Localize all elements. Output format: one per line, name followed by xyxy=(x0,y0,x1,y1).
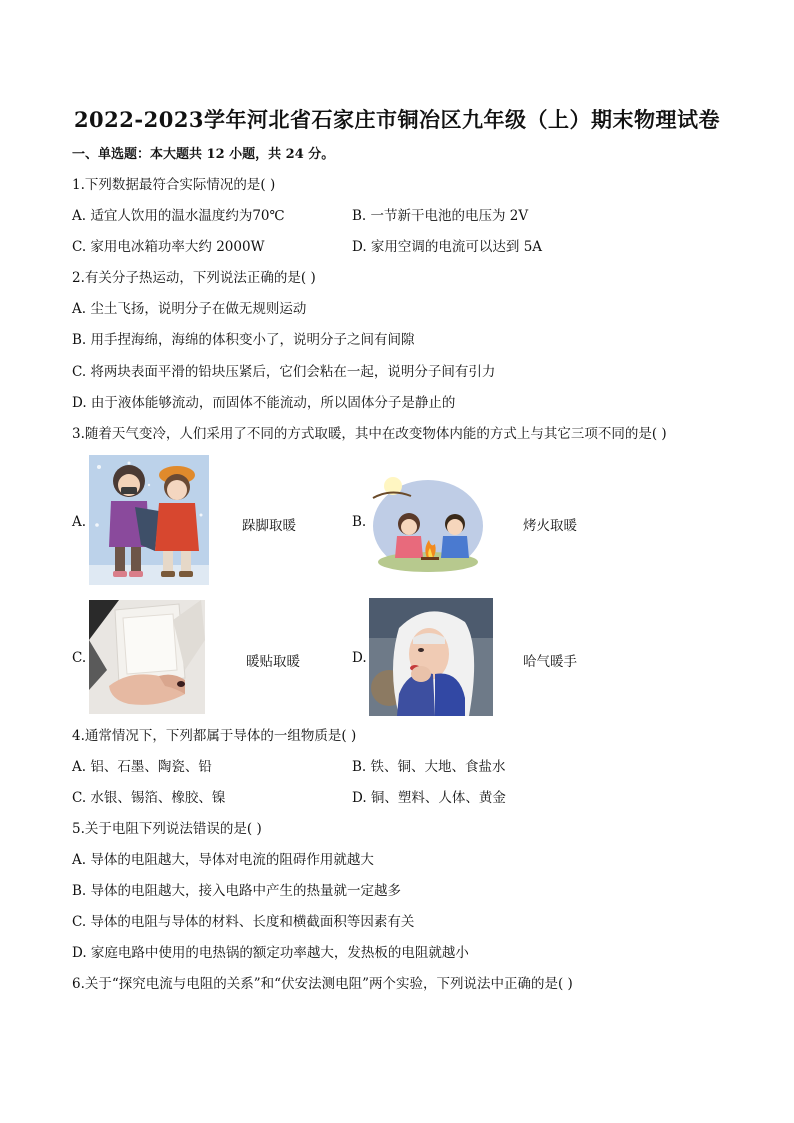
question-6-stem: 6.关于“探究电流与电阻的关系”和“伏安法测电阻”两个实验，下列说法中正确的是( ) xyxy=(72,976,573,992)
question-3-stem: 3.随着天气变冷，人们采用了不同的方式取暖，其中在改变物体内能的方式上与其它三项不同的是( ) xyxy=(72,426,667,442)
breath-hands-image xyxy=(369,598,493,716)
question-2-stem: 2.有关分子热运动，下列说法正确的是( ) xyxy=(72,270,316,286)
question-3-option-c-caption: 暖贴取暖 xyxy=(246,654,300,670)
stomping-kids-image xyxy=(89,455,209,585)
question-5-option-b[interactable]: B. 导体的电阻越大，接入电路中产生的热量就一定越多 xyxy=(72,883,402,899)
question-5-option-c[interactable]: C. 导体的电阻与导体的材料、长度和横截面积等因素有关 xyxy=(72,914,415,930)
question-2-option-d[interactable]: D. 由于液体能够流动，而固体不能流动，所以固体分子是静止的 xyxy=(72,395,456,411)
question-1-option-c[interactable]: C. 家用电冰箱功率大约 2000W xyxy=(72,239,265,255)
question-4-option-c[interactable]: C. 水银、锡箔、橡胶、镍 xyxy=(72,790,226,806)
question-4-option-d[interactable]: D. 铜、塑料、人体、黄金 xyxy=(352,790,506,806)
heat-pad-image xyxy=(89,600,205,714)
question-5-option-a[interactable]: A. 导体的电阻越大，导体对电流的阻碍作用就越大 xyxy=(72,852,374,868)
question-3-option-b-caption: 烤火取暖 xyxy=(523,518,577,534)
question-3-option-b-letter[interactable]: B. xyxy=(352,514,367,530)
question-3-option-d-caption: 哈气暖手 xyxy=(523,654,577,670)
page-title: 2022-2023学年河北省石家庄市铜冶区九年级（上）期末物理试卷 xyxy=(73,107,721,132)
question-1-stem: 1.下列数据最符合实际情况的是( ) xyxy=(72,177,276,193)
question-2-option-a[interactable]: A. 尘土飞扬，说明分子在做无规则运动 xyxy=(72,301,307,317)
question-2-option-c[interactable]: C. 将两块表面平滑的铅块压紧后，它们会粘在一起，说明分子间有引力 xyxy=(72,364,496,380)
section-heading: 一、单选题：本大题共 12 小题，共 24 分。 xyxy=(72,147,335,162)
question-1-option-a[interactable]: A. 适宜人饮用的温水温度约为70℃ xyxy=(72,208,285,224)
question-2-option-b[interactable]: B. 用手捏海绵，海绵的体积变小了，说明分子之间有间隙 xyxy=(72,332,415,348)
campfire-kids-image xyxy=(371,468,485,574)
question-3-option-d-letter[interactable]: D. xyxy=(352,650,367,666)
question-4-option-b[interactable]: B. 铁、铜、大地、食盐水 xyxy=(352,759,506,775)
question-3-option-c-letter[interactable]: C. xyxy=(72,650,87,666)
question-1-option-b[interactable]: B. 一节新干电池的电压为 2V xyxy=(352,208,529,224)
question-1-option-d[interactable]: D. 家用空调的电流可以达到 5A xyxy=(352,239,543,255)
question-5-stem: 5.关于电阻下列说法错误的是( ) xyxy=(72,821,262,837)
question-3-option-a-letter[interactable]: A. xyxy=(72,514,87,530)
question-4-option-a[interactable]: A. 铝、石墨、陶瓷、铅 xyxy=(72,759,212,775)
question-5-option-d[interactable]: D. 家庭电路中使用的电热锅的额定功率越大，发热板的电阻就越小 xyxy=(72,945,469,961)
question-4-stem: 4.通常情况下，下列都属于导体的一组物质是( ) xyxy=(72,728,357,744)
question-3-option-a-caption: 跺脚取暖 xyxy=(242,518,296,534)
